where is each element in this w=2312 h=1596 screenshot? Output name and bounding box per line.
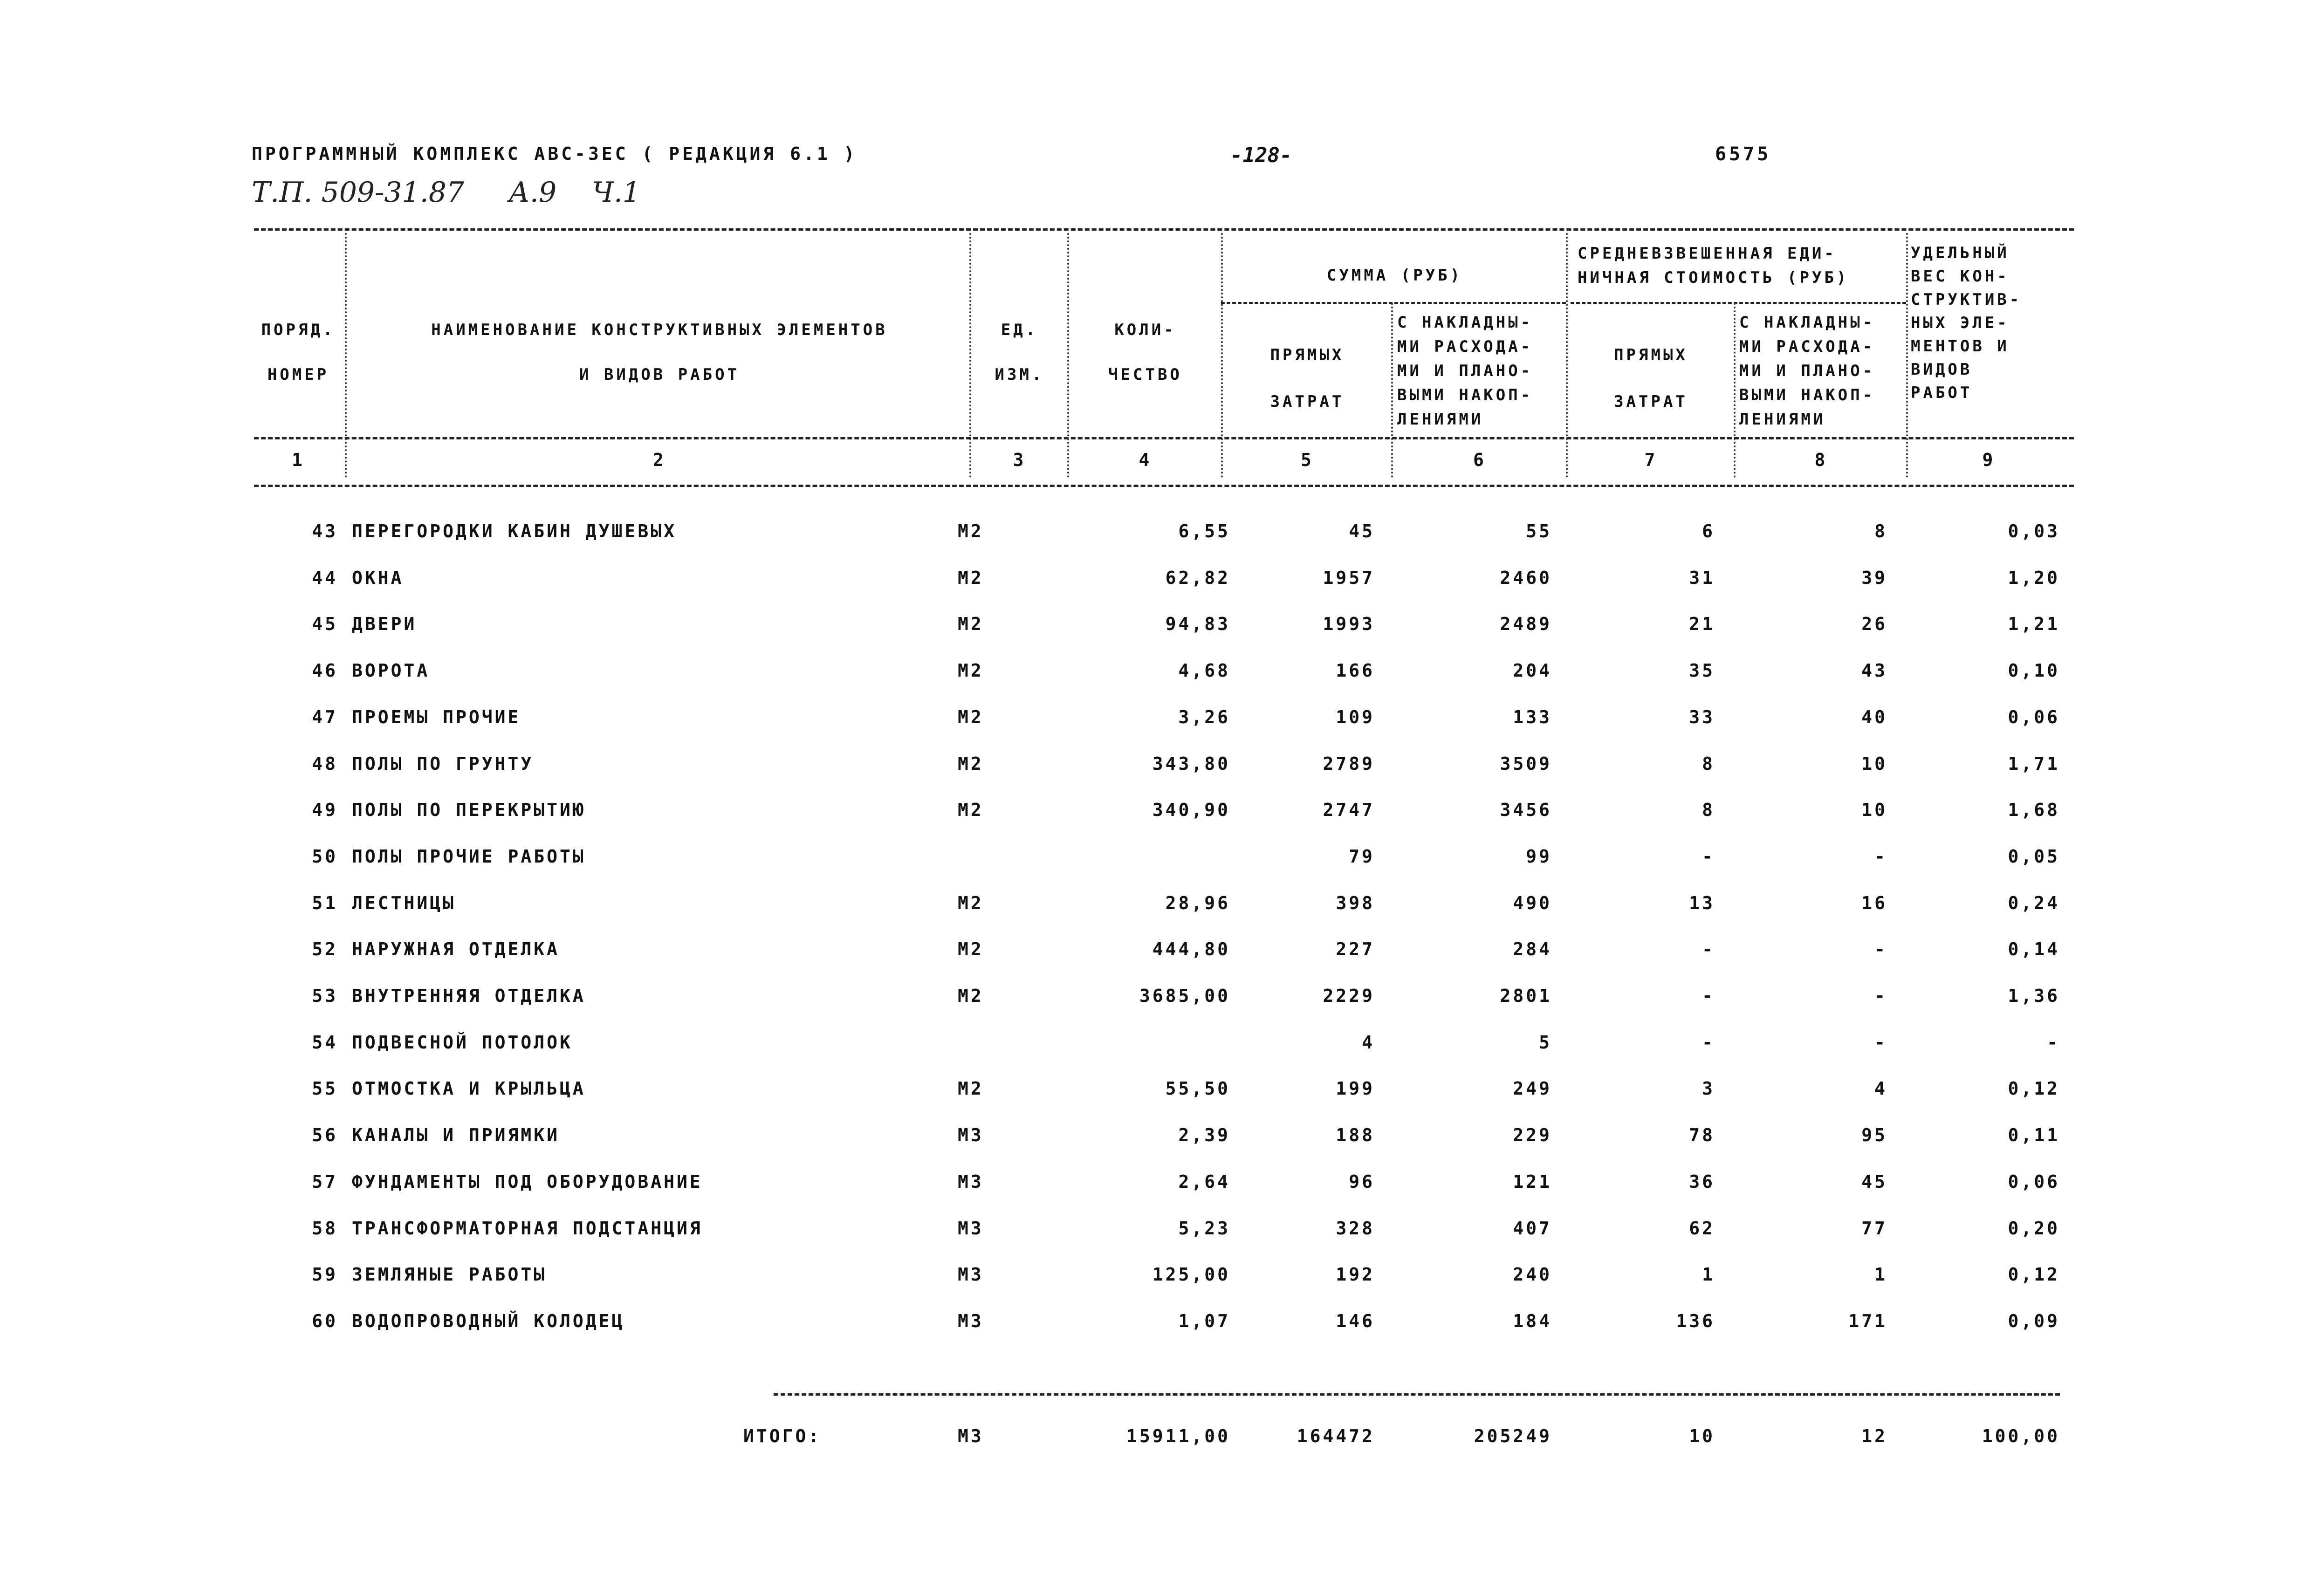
row-number: 50 [312, 846, 338, 867]
row-unit: М2 [958, 939, 984, 959]
row-unit-direct: 21 [1689, 614, 1715, 634]
row-full-cost: 2489 [1500, 614, 1552, 634]
header-col6 [1397, 310, 1566, 432]
row-direct-cost: 109 [1336, 707, 1375, 727]
numbers-bottom-rule [254, 485, 2074, 487]
header-col5-line: ЗАТРАТ [1270, 392, 1345, 411]
column-number: 6 [1473, 450, 1486, 470]
row-full-cost: 99 [1526, 846, 1552, 867]
header-col5 [1223, 332, 1391, 425]
row-direct-cost: 166 [1336, 660, 1375, 681]
row-unit-full: 10 [1861, 800, 1887, 820]
row-name: ВНУТРЕННЯЯ ОТДЕЛКА [352, 986, 586, 1006]
column-separator [1391, 303, 1393, 478]
header-col7-line: ПРЯМЫХ [1614, 346, 1688, 364]
row-direct-cost: 146 [1336, 1311, 1375, 1331]
row-direct-cost: 2747 [1323, 800, 1375, 820]
row-name: ДВЕРИ [352, 614, 417, 634]
row-unit-direct: - [1702, 846, 1715, 867]
row-name: ВОРОТА [352, 660, 430, 681]
row-full-cost: 3509 [1500, 753, 1552, 774]
header-col4 [1070, 308, 1221, 397]
row-name: ПОЛЫ ПО ГРУНТУ [352, 753, 534, 774]
row-direct-cost: 1957 [1323, 568, 1375, 588]
header-group-avg [1578, 241, 1904, 290]
row-quantity: 28,96 [1165, 893, 1230, 913]
row-unit: М2 [958, 521, 984, 541]
row-share: 0,20 [2008, 1218, 2060, 1239]
row-full-cost: 249 [1513, 1078, 1552, 1099]
row-share: 1,36 [2008, 986, 2060, 1006]
header-col6-line: МИ И ПЛАНО- [1397, 362, 1533, 380]
row-name: НАРУЖНАЯ ОТДЕЛКА [352, 939, 560, 959]
header-group-sum: СУММА (РУБ) [1326, 266, 1463, 285]
row-share: 1,68 [2008, 800, 2060, 820]
row-direct-cost: 199 [1336, 1078, 1375, 1099]
row-share: 0,12 [2008, 1264, 2060, 1285]
row-full-cost: 229 [1513, 1125, 1552, 1145]
header-col1 [252, 308, 345, 397]
row-number: 44 [312, 568, 338, 588]
row-number: 57 [312, 1171, 338, 1192]
row-direct-cost: 398 [1336, 893, 1375, 913]
header-bottom-rule [254, 437, 2074, 439]
row-name: ПЕРЕГОРОДКИ КАБИН ДУШЕВЫХ [352, 521, 677, 541]
column-number: 5 [1301, 450, 1314, 470]
row-unit-full: 171 [1848, 1311, 1887, 1331]
header-col4-line: КОЛИ- [1114, 321, 1176, 339]
row-number: 59 [312, 1264, 338, 1285]
row-name: ВОДОПРОВОДНЫЙ КОЛОДЕЦ [352, 1311, 625, 1331]
row-unit-direct: 1 [1702, 1264, 1715, 1285]
row-number: 55 [312, 1078, 338, 1099]
row-full-cost: 490 [1513, 893, 1552, 913]
row-full-cost: 121 [1513, 1171, 1552, 1192]
header-col6-line: С НАКЛАДНЫ- [1397, 313, 1533, 332]
header-col7 [1568, 332, 1734, 425]
column-number: 7 [1644, 450, 1658, 470]
row-quantity: 2,39 [1178, 1125, 1230, 1145]
row-share: 0,09 [2008, 1311, 2060, 1331]
column-number: 8 [1814, 450, 1828, 470]
row-direct-cost: 227 [1336, 939, 1375, 959]
row-unit-full: - [1874, 846, 1887, 867]
row-quantity: 444,80 [1152, 939, 1230, 959]
row-unit-direct: - [1702, 986, 1715, 1006]
row-share: 1,71 [2008, 753, 2060, 774]
header-col2-line: И ВИДОВ РАБОТ [579, 365, 740, 384]
row-full-cost: 55 [1526, 521, 1552, 541]
column-separator [1734, 303, 1736, 478]
row-unit-direct: 8 [1702, 800, 1715, 820]
column-number: 3 [1013, 450, 1026, 470]
total-full-cost: 205249 [1474, 1426, 1552, 1446]
header-col3-line: ЕД. [1001, 321, 1038, 339]
row-full-cost: 284 [1513, 939, 1552, 959]
header-col8-line: МИ И ПЛАНО- [1739, 362, 1875, 380]
row-name: ЛЕСТНИЦЫ [352, 893, 456, 913]
row-full-cost: 5 [1539, 1032, 1552, 1053]
row-quantity: 343,80 [1152, 753, 1230, 774]
row-unit: М3 [958, 1264, 984, 1285]
row-number: 58 [312, 1218, 338, 1239]
row-unit-full: 95 [1861, 1125, 1887, 1145]
row-unit: М2 [958, 660, 984, 681]
column-number: 1 [292, 450, 305, 470]
row-unit: М2 [958, 707, 984, 727]
row-number: 56 [312, 1125, 338, 1145]
row-number: 52 [312, 939, 338, 959]
row-quantity: 2,64 [1178, 1171, 1230, 1192]
row-direct-cost: 4 [1362, 1032, 1375, 1053]
row-name: ПОЛЫ ПРОЧИЕ РАБОТЫ [352, 846, 586, 867]
header-col2 [350, 308, 969, 397]
column-number: 9 [1982, 450, 1996, 470]
row-name: ОТМОСТКА И КРЫЛЬЦА [352, 1078, 586, 1099]
header-col3-line: ИЗМ. [995, 365, 1044, 384]
document-code: 6575 [1715, 144, 1771, 165]
header-col4-line: ЧЕСТВО [1108, 365, 1182, 384]
row-full-cost: 2801 [1500, 986, 1552, 1006]
row-number: 60 [312, 1311, 338, 1331]
row-quantity: 4,68 [1178, 660, 1230, 681]
handwritten-reference: Т.П. 509-31.87 А.9 Ч.1 [252, 176, 641, 209]
row-unit: М2 [958, 614, 984, 634]
row-unit-full: - [1874, 986, 1887, 1006]
row-share: 0,14 [2008, 939, 2060, 959]
row-number: 47 [312, 707, 338, 727]
header-group-avg-line: НИЧНАЯ СТОИМОСТЬ (РУБ) [1578, 268, 1849, 287]
header-col2-line: НАИМЕНОВАНИЕ КОНСТРУКТИВНЫХ ЭЛЕМЕНТОВ [431, 321, 888, 339]
column-separator [1566, 233, 1568, 478]
row-share: - [2047, 1032, 2060, 1053]
row-share: 0,10 [2008, 660, 2060, 681]
row-direct-cost: 1993 [1323, 614, 1375, 634]
row-full-cost: 240 [1513, 1264, 1552, 1285]
row-unit-full: 40 [1861, 707, 1887, 727]
row-unit-full: 43 [1861, 660, 1887, 681]
header-col7-line: ЗАТРАТ [1614, 392, 1688, 411]
row-unit: М2 [958, 893, 984, 913]
row-unit-full: 16 [1861, 893, 1887, 913]
header-col9-line: ВИДОВ [1911, 360, 1973, 379]
row-unit-direct: - [1702, 1032, 1715, 1053]
row-direct-cost: 2789 [1323, 753, 1375, 774]
row-share: 0,05 [2008, 846, 2060, 867]
row-quantity: 125,00 [1152, 1264, 1230, 1285]
row-number: 49 [312, 800, 338, 820]
total-share: 100,00 [1982, 1426, 2060, 1446]
row-name: ФУНДАМЕНТЫ ПОД ОБОРУДОВАНИЕ [352, 1171, 703, 1192]
program-line: ПРОГРАММНЫЙ КОМПЛЕКС АВС-3ЕС ( РЕДАКЦИЯ 6.1 ) [252, 144, 858, 164]
row-quantity: 55,50 [1165, 1078, 1230, 1099]
row-unit-full: 8 [1874, 521, 1887, 541]
column-separator [1906, 233, 1908, 478]
row-name: ПОЛЫ ПО ПЕРЕКРЫТИЮ [352, 800, 586, 820]
row-unit-full: 10 [1861, 753, 1887, 774]
row-number: 48 [312, 753, 338, 774]
row-full-cost: 407 [1513, 1218, 1552, 1239]
row-number: 53 [312, 986, 338, 1006]
column-separator [1221, 233, 1223, 478]
header-col6-line: ЛЕНИЯМИ [1397, 410, 1484, 429]
header-col8-line: С НАКЛАДНЫ- [1739, 313, 1875, 332]
row-share: 1,21 [2008, 614, 2060, 634]
row-name: ПРОЕМЫ ПРОЧИЕ [352, 707, 521, 727]
header-col8-line: ЛЕНИЯМИ [1739, 410, 1826, 429]
row-name: ТРАНСФОРМАТОРНАЯ ПОДСТАНЦИЯ [352, 1218, 703, 1239]
column-separator [969, 233, 971, 478]
row-name: КАНАЛЫ И ПРИЯМКИ [352, 1125, 560, 1145]
row-unit-direct: 136 [1676, 1311, 1715, 1331]
row-share: 0,03 [2008, 521, 2060, 541]
header-col3 [972, 308, 1067, 397]
row-quantity: 340,90 [1152, 800, 1230, 820]
header-col9-line: СТРУКТИВ- [1911, 290, 2022, 309]
row-unit-direct: 3 [1702, 1078, 1715, 1099]
row-direct-cost: 192 [1336, 1264, 1375, 1285]
row-unit: М3 [958, 1171, 984, 1192]
row-unit-direct: 31 [1689, 568, 1715, 588]
row-unit-full: - [1874, 939, 1887, 959]
row-unit: М2 [958, 800, 984, 820]
total-unit-full: 12 [1861, 1426, 1887, 1446]
row-unit-full: - [1874, 1032, 1887, 1053]
total-unit: М3 [958, 1426, 984, 1446]
row-number: 46 [312, 660, 338, 681]
row-quantity: 1,07 [1178, 1311, 1230, 1331]
column-number: 2 [653, 450, 666, 470]
row-direct-cost: 79 [1349, 846, 1375, 867]
header-col9-line: НЫХ ЭЛЕ- [1911, 314, 2010, 332]
row-name: ОКНА [352, 568, 404, 588]
header-col8-line: ВЫМИ НАКОП- [1739, 386, 1875, 404]
group-divider-sum [1221, 302, 1566, 304]
row-quantity: 94,83 [1165, 614, 1230, 634]
header-col6-line: МИ РАСХОДА- [1397, 337, 1533, 356]
total-direct-cost: 164472 [1297, 1426, 1375, 1446]
row-direct-cost: 96 [1349, 1171, 1375, 1192]
header-col9-line: МЕНТОВ И [1911, 337, 2010, 356]
row-unit-direct: 13 [1689, 893, 1715, 913]
column-separator [345, 233, 347, 478]
row-unit-direct: 62 [1689, 1218, 1715, 1239]
row-number: 45 [312, 614, 338, 634]
row-share: 0,24 [2008, 893, 2060, 913]
row-unit-full: 26 [1861, 614, 1887, 634]
row-unit: М3 [958, 1311, 984, 1331]
column-number: 4 [1139, 450, 1152, 470]
row-unit-full: 1 [1874, 1264, 1887, 1285]
row-direct-cost: 188 [1336, 1125, 1375, 1145]
page-number: -128- [1230, 144, 1292, 167]
row-unit: М2 [958, 568, 984, 588]
row-quantity: 3685,00 [1139, 986, 1230, 1006]
row-unit: М2 [958, 753, 984, 774]
row-number: 43 [312, 521, 338, 541]
row-unit-direct: 33 [1689, 707, 1715, 727]
row-direct-cost: 2229 [1323, 986, 1375, 1006]
header-col9 [1911, 241, 2069, 404]
total-unit-direct: 10 [1689, 1426, 1715, 1446]
row-share: 0,12 [2008, 1078, 2060, 1099]
header-col9-line: УДЕЛЬНЫЙ [1911, 244, 2010, 262]
header-col9-line: РАБОТ [1911, 384, 1973, 402]
row-full-cost: 204 [1513, 660, 1552, 681]
header-top-rule [254, 228, 2074, 231]
row-full-cost: 133 [1513, 707, 1552, 727]
row-full-cost: 3456 [1500, 800, 1552, 820]
row-unit-direct: 6 [1702, 521, 1715, 541]
row-quantity: 62,82 [1165, 568, 1230, 588]
header-col9-line: ВЕС КОН- [1911, 267, 2010, 286]
row-direct-cost: 45 [1349, 521, 1375, 541]
row-unit-full: 77 [1861, 1218, 1887, 1239]
row-unit: М3 [958, 1218, 984, 1239]
row-full-cost: 2460 [1500, 568, 1552, 588]
row-number: 54 [312, 1032, 338, 1053]
row-unit-direct: 78 [1689, 1125, 1715, 1145]
row-share: 1,20 [2008, 568, 2060, 588]
header-col5-line: ПРЯМЫХ [1270, 346, 1345, 364]
row-share: 0,06 [2008, 707, 2060, 727]
header-col1-line: НОМЕР [267, 365, 329, 384]
row-unit-full: 39 [1861, 568, 1887, 588]
total-rule [774, 1393, 2060, 1396]
row-unit-direct: 8 [1702, 753, 1715, 774]
row-unit-direct: 36 [1689, 1171, 1715, 1192]
header-col6-line: ВЫМИ НАКОП- [1397, 386, 1533, 404]
header-col8 [1739, 310, 1906, 432]
row-name: ЗЕМЛЯНЫЕ РАБОТЫ [352, 1264, 547, 1285]
row-unit-full: 45 [1861, 1171, 1887, 1192]
header-group-avg-line: СРЕДНЕВЗВЕШЕННАЯ ЕДИ- [1578, 244, 1837, 263]
row-share: 0,06 [2008, 1171, 2060, 1192]
row-quantity: 6,55 [1178, 521, 1230, 541]
row-direct-cost: 328 [1336, 1218, 1375, 1239]
row-full-cost: 184 [1513, 1311, 1552, 1331]
row-number: 51 [312, 893, 338, 913]
header-col8-line: МИ РАСХОДА- [1739, 337, 1875, 356]
row-unit: М2 [958, 1078, 984, 1099]
header-col1-line: ПОРЯД. [261, 321, 336, 339]
row-unit-full: 4 [1874, 1078, 1887, 1099]
group-divider-avg [1571, 302, 1906, 304]
column-separator [1067, 233, 1069, 478]
total-label: ИТОГО: [743, 1426, 822, 1446]
row-unit-direct: 35 [1689, 660, 1715, 681]
row-quantity: 5,23 [1178, 1218, 1230, 1239]
total-qty: 15911,00 [1126, 1426, 1230, 1446]
row-share: 0,11 [2008, 1125, 2060, 1145]
row-unit: М3 [958, 1125, 984, 1145]
row-quantity: 3,26 [1178, 707, 1230, 727]
row-name: ПОДВЕСНОЙ ПОТОЛОК [352, 1032, 573, 1053]
row-unit-direct: - [1702, 939, 1715, 959]
row-unit: М2 [958, 986, 984, 1006]
